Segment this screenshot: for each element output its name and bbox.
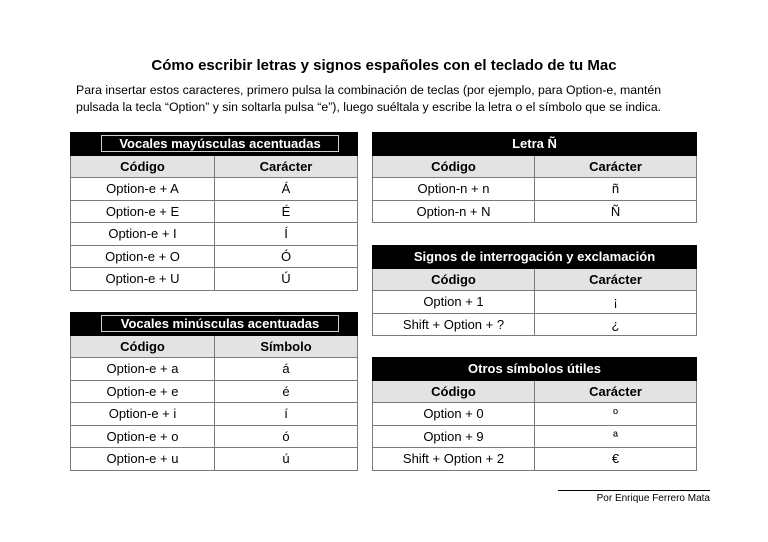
code-cell: Option-e + a (71, 358, 215, 381)
code-cell: Option-e + e (71, 380, 215, 403)
table-row (71, 245, 358, 268)
lowercase-vowels-table (70, 312, 358, 471)
author-credit: Por Enrique Ferrero Mata (596, 493, 710, 504)
table-row (71, 268, 358, 291)
column-header-character: Carácter (535, 380, 697, 403)
table-row (373, 448, 697, 471)
char-cell: Ó (215, 245, 358, 268)
table-row (71, 448, 358, 471)
char-cell: ó (215, 425, 358, 448)
code-cell: Option-e + u (71, 448, 215, 471)
char-cell: É (215, 200, 358, 223)
char-cell: Ñ (535, 200, 697, 223)
table-row (373, 313, 697, 336)
page-title: Cómo escribir letras y signos españoles con el teclado de tu Mac (151, 57, 617, 74)
char-cell: Í (215, 223, 358, 246)
char-cell: ¡ (535, 291, 697, 314)
table-row (71, 380, 358, 403)
table-row (71, 223, 358, 246)
code-cell: Option-e + E (71, 200, 215, 223)
column-header-symbol: Símbolo (215, 335, 358, 358)
column-header-code: Código (71, 335, 215, 358)
table-row (71, 200, 358, 223)
code-cell: Option-e + i (71, 403, 215, 426)
char-cell: á (215, 358, 358, 381)
code-cell: Option-e + A (71, 178, 215, 201)
table-title: Signos de interrogación y exclamación (373, 246, 697, 269)
code-cell: Option-n + N (373, 200, 535, 223)
code-cell: Shift + Option + ? (373, 313, 535, 336)
code-cell: Option-n + n (373, 178, 535, 201)
intro-line-2: pulsada la tecla “Option” y sin soltarla pulsa “e”), luego suéltala y escribe la letra o el símbolo que se indica. (76, 100, 662, 114)
code-cell: Option + 1 (373, 291, 535, 314)
code-cell: Option + 0 (373, 403, 535, 426)
char-cell: ú (215, 448, 358, 471)
uppercase-vowels-table (70, 132, 358, 291)
char-cell: ª (535, 425, 697, 448)
table-title: Otros símbolos útiles (373, 358, 697, 381)
table-row (71, 425, 358, 448)
code-cell: Option-e + I (71, 223, 215, 246)
other-symbols-table (372, 357, 697, 471)
code-cell: Option-e + o (71, 425, 215, 448)
column-header-character: Carácter (535, 155, 697, 178)
table-row (71, 358, 358, 381)
char-cell: é (215, 380, 358, 403)
column-header-character: Carácter (535, 268, 697, 291)
char-cell: € (535, 448, 697, 471)
table-row (373, 178, 697, 201)
char-cell: Ú (215, 268, 358, 291)
char-cell: í (215, 403, 358, 426)
enye-table (372, 132, 697, 223)
table-row (71, 178, 358, 201)
column-header-code: Código (71, 155, 215, 178)
code-cell: Option + 9 (373, 425, 535, 448)
column-header-code: Código (373, 155, 535, 178)
table-row (71, 403, 358, 426)
char-cell: Á (215, 178, 358, 201)
table-row (373, 425, 697, 448)
table-title: Vocales mayúsculas acentuadas (71, 133, 358, 156)
intro-text (76, 82, 716, 116)
table-title: Vocales minúsculas acentuadas (71, 313, 358, 336)
column-header-code: Código (373, 380, 535, 403)
footer-divider (558, 490, 710, 491)
char-cell: ¿ (535, 313, 697, 336)
char-cell: º (535, 403, 697, 426)
table-title: Letra Ñ (373, 133, 697, 156)
table-row (373, 291, 697, 314)
table-row (373, 403, 697, 426)
signs-table (372, 245, 697, 336)
char-cell: ñ (535, 178, 697, 201)
table-row (373, 200, 697, 223)
intro-line-1: Para insertar estos caracteres, primero pulsa la combinación de teclas (por ejemplo, para Option-e, mantén (76, 83, 662, 97)
code-cell: Shift + Option + 2 (373, 448, 535, 471)
code-cell: Option-e + U (71, 268, 215, 291)
code-cell: Option-e + O (71, 245, 215, 268)
column-header-character: Carácter (215, 155, 358, 178)
column-header-code: Código (373, 268, 535, 291)
